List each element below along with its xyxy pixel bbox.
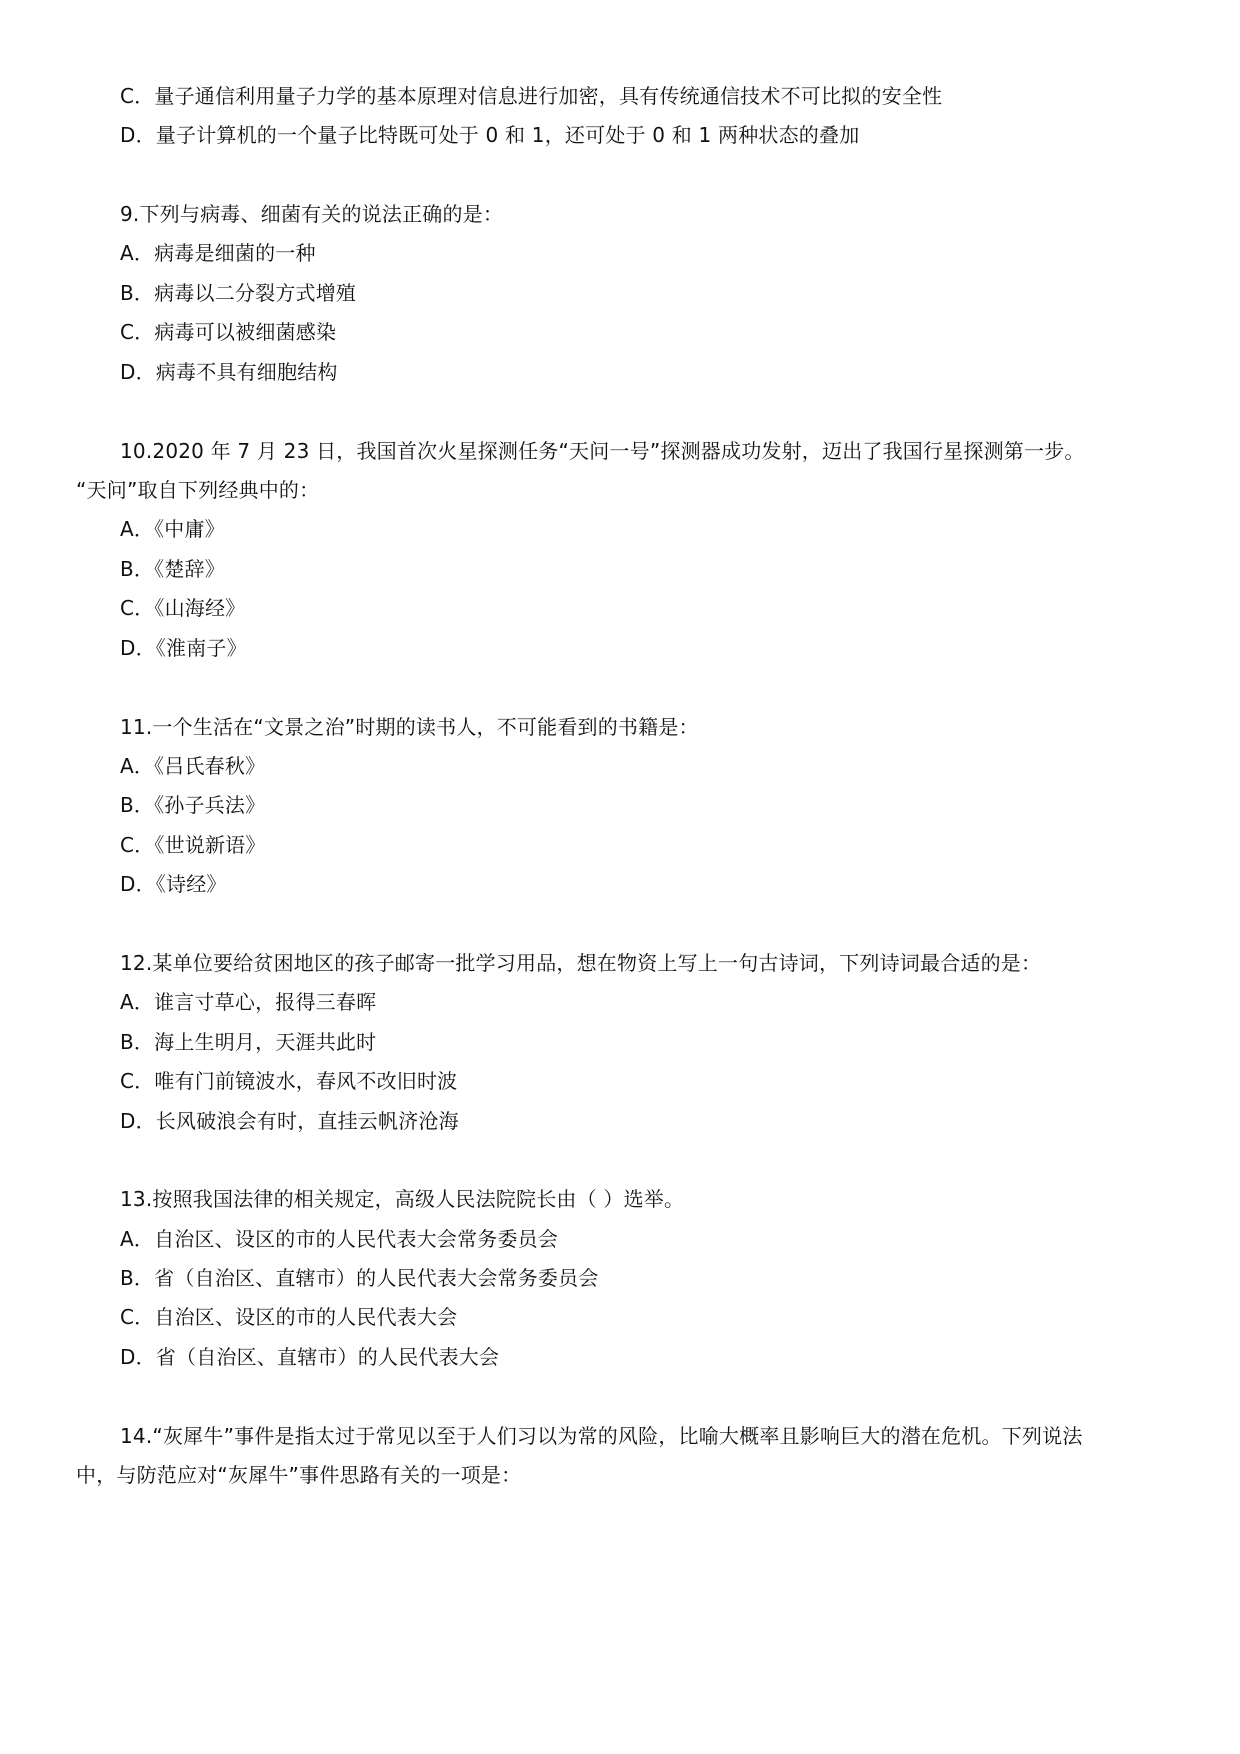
q11-option-a: A．《吕氏春秋》 [120, 754, 266, 778]
q14-stem-line2: 中，与防范应对“灰犀牛”事件思路有关的一项是： [76, 1463, 522, 1487]
q12-option-b: B．海上生明月，天涯共此时 [120, 1030, 377, 1054]
q9-stem: 9.下列与病毒、细菌有关的说法正确的是： [120, 202, 504, 226]
q11-option-c: C．《世说新语》 [120, 833, 266, 857]
q9-option-d: D．病毒不具有细胞结构 [120, 360, 338, 384]
q8-option-d: D．量子计算机的一个量子比特既可处于 0 和 1，还可处于 0 和 1 两种状态的叠加 [120, 123, 860, 147]
q13-option-c: C．自治区、设区的市的人民代表大会 [120, 1305, 458, 1329]
q13-option-a: A．自治区、设区的市的人民代表大会常务委员会 [120, 1227, 559, 1251]
q13-option-b: B．省（自治区、直辖市）的人民代表大会常务委员会 [120, 1266, 599, 1290]
q9-option-a: A．病毒是细菌的一种 [120, 241, 316, 265]
q8-option-c: C．量子通信利用量子力学的基本原理对信息进行加密，具有传统通信技术不可比拟的安全性 [120, 84, 943, 108]
q11-option-b: B．《孙子兵法》 [120, 793, 266, 817]
q9-option-b: B．病毒以二分裂方式增殖 [120, 281, 357, 305]
q10-option-b: B．《楚辞》 [120, 557, 225, 581]
q12-option-c: C．唯有门前镜波水，春风不改旧时波 [120, 1069, 458, 1093]
q14-stem-line1: 14.“灰犀牛”事件是指太过于常见以至于人们习以为常的风险，比喻大概率且影响巨大的潜在危机。下列说法 [120, 1424, 1083, 1448]
q10-stem-line1: 10.2020 年 7 月 23 日，我国首次火星探测任务“天问一号”探测器成功发射，迈出了我国行星探测第一步。 [120, 439, 1085, 463]
q10-option-a: A．《中庸》 [120, 517, 225, 541]
q11-option-d: D．《诗经》 [120, 872, 227, 896]
q13-stem: 13.按照我国法律的相关规定，高级人民法院院长由（ ）选举。 [120, 1187, 685, 1211]
q12-option-a: A．谁言寸草心，报得三春晖 [120, 990, 377, 1014]
q13-option-d: D．省（自治区、直辖市）的人民代表大会 [120, 1345, 500, 1369]
q10-option-c: C．《山海经》 [120, 596, 246, 620]
q12-stem: 12.某单位要给贫困地区的孩子邮寄一批学习用品，想在物资上写上一句古诗词，下列诗词最合适的是： [120, 951, 1042, 975]
q9-option-c: C．病毒可以被细菌感染 [120, 320, 337, 344]
q11-stem: 11.一个生活在“文景之治”时期的读书人，不可能看到的书籍是： [120, 715, 699, 739]
q10-option-d: D．《淮南子》 [120, 636, 247, 660]
q12-option-d: D．长风破浪会有时，直挂云帆济沧海 [120, 1109, 459, 1133]
q10-stem-line2: “天问”取自下列经典中的： [76, 478, 320, 502]
